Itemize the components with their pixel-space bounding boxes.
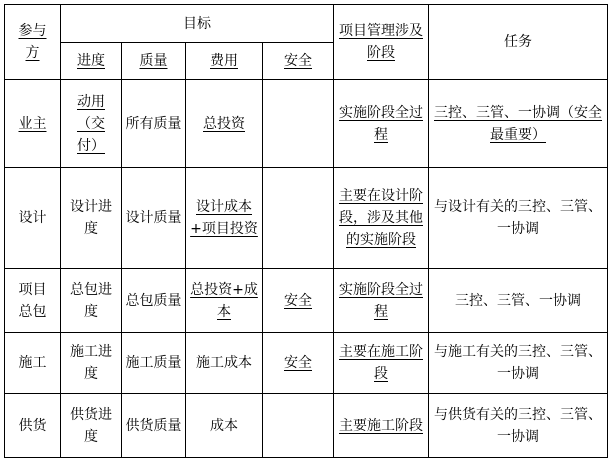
cell-task: 与施工有关的三控、三管、一协调: [429, 333, 608, 394]
cell-task: 与供货有关的三控、三管、一协调: [429, 394, 608, 458]
cell-party: 施工: [5, 333, 61, 394]
cell-party: 业主: [5, 80, 61, 168]
cell-stage: 主要在设计阶段，涉及其他的实施阶段: [334, 168, 429, 269]
cell-schedule: 总包进度: [61, 269, 122, 333]
project-management-table: [4, 4, 608, 458]
cell-schedule: 施工进度: [61, 333, 122, 394]
cell-safety: 安全: [263, 333, 334, 394]
cell-party: 项目总包: [5, 269, 61, 333]
cell-cost: 总投资: [186, 80, 263, 168]
table-row: [5, 168, 608, 269]
header-goal: 目标: [61, 5, 334, 43]
cell-task: 三控、三管、一协调（安全最重要）: [429, 80, 608, 168]
table-row: [5, 269, 608, 333]
header-schedule: 进度: [61, 43, 122, 80]
cell-schedule: 设计进度: [61, 168, 122, 269]
table-row: [5, 333, 608, 394]
cell-stage: 主要在施工阶段: [334, 333, 429, 394]
header-stage: 项目管理涉及阶段: [334, 5, 429, 80]
cell-task: 三控、三管、一协调: [429, 269, 608, 333]
cell-schedule: 动用（交付）: [61, 80, 122, 168]
header-party: 参与方: [5, 5, 61, 80]
cell-quality: 供货质量: [122, 394, 186, 458]
table-row: [5, 394, 608, 458]
cell-cost: 设计成本+项目投资: [186, 168, 263, 269]
header-row-1: [5, 5, 608, 43]
table-row: [5, 80, 608, 168]
cell-cost: 总投资+成本: [186, 269, 263, 333]
cell-quality: 所有质量: [122, 80, 186, 168]
cell-quality: 施工质量: [122, 333, 186, 394]
cell-stage: 主要施工阶段: [334, 394, 429, 458]
cell-safety: [263, 168, 334, 269]
cell-quality: 设计质量: [122, 168, 186, 269]
cell-schedule: 供货进度: [61, 394, 122, 458]
cell-quality: 总包质量: [122, 269, 186, 333]
header-task: 任务: [429, 5, 608, 80]
cell-safety: 安全: [263, 269, 334, 333]
cell-cost: 施工成本: [186, 333, 263, 394]
cell-safety: [263, 394, 334, 458]
cell-cost: 成本: [186, 394, 263, 458]
cell-stage: 实施阶段全过程: [334, 80, 429, 168]
cell-safety: [263, 80, 334, 168]
cell-party: 设计: [5, 168, 61, 269]
header-quality: 质量: [122, 43, 186, 80]
header-cost: 费用: [186, 43, 263, 80]
cell-stage: 实施阶段全过程: [334, 269, 429, 333]
cell-task: 与设计有关的三控、三管、一协调: [429, 168, 608, 269]
header-safety: 安全: [263, 43, 334, 80]
cell-party: 供货: [5, 394, 61, 458]
